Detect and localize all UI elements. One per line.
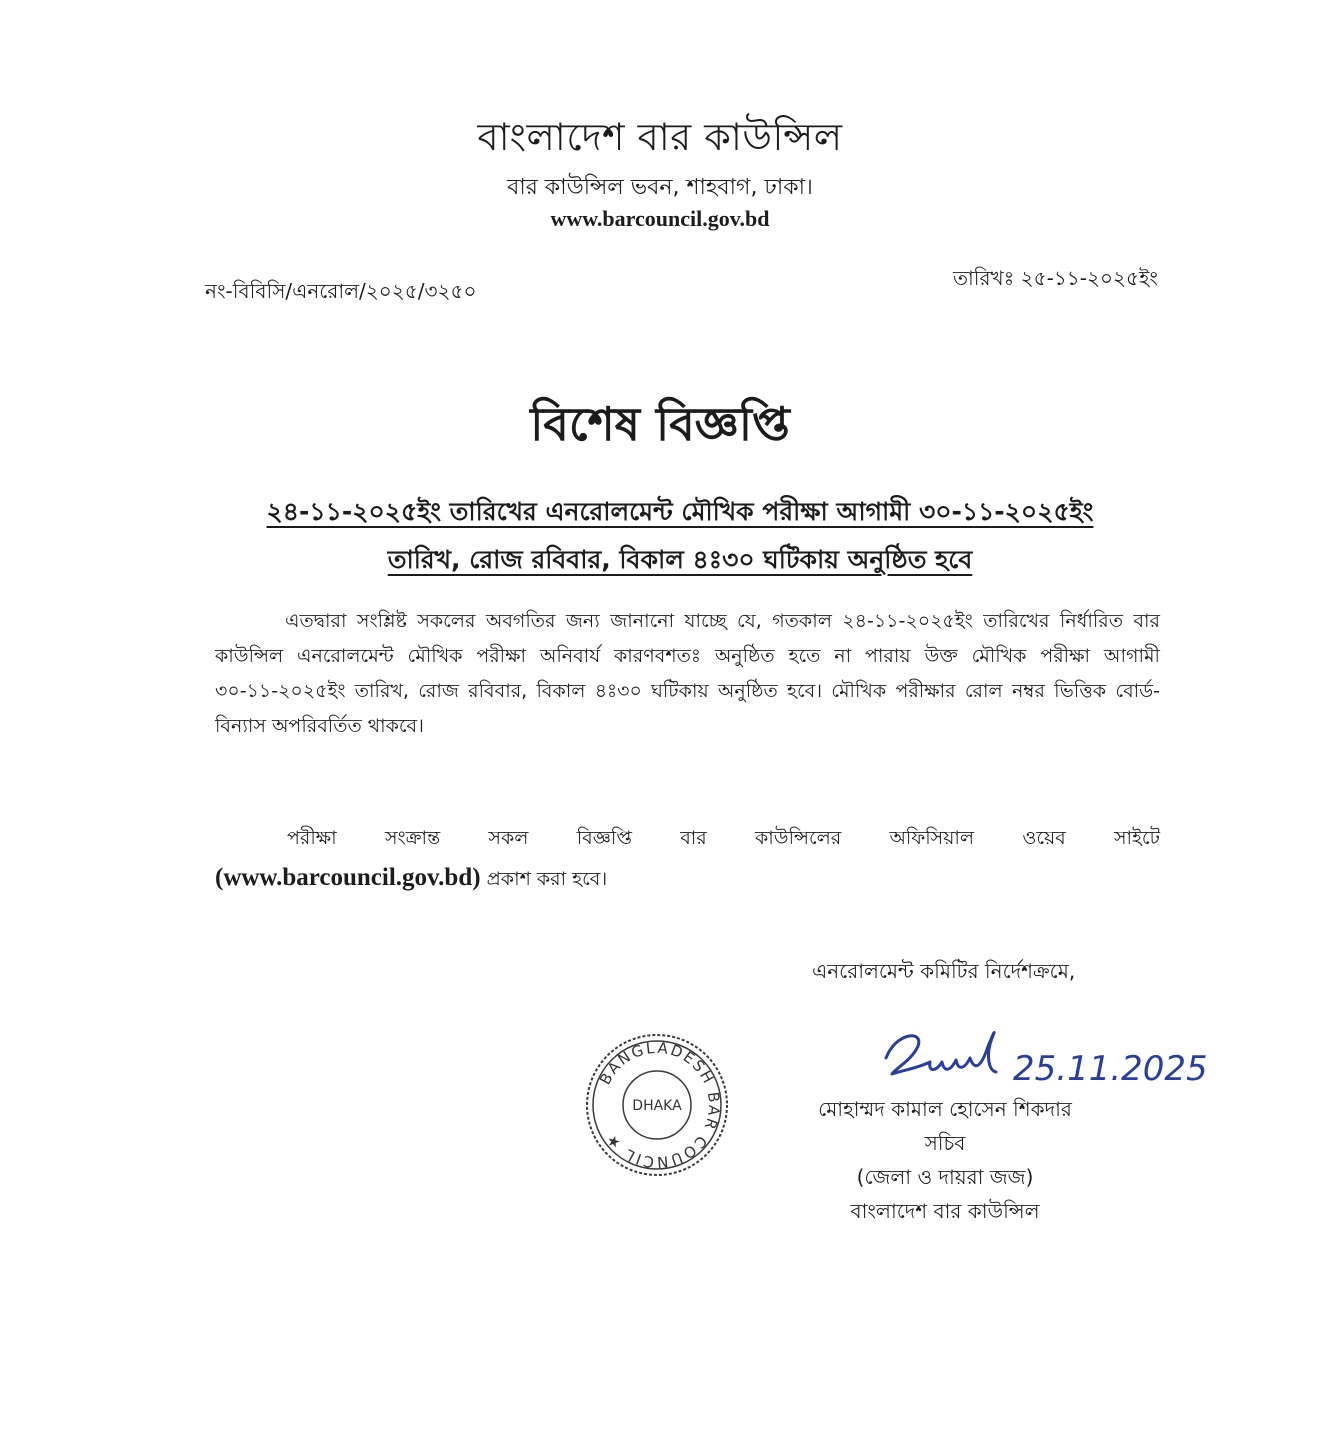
committee-directive: এনরোলমেন্ট কমিটির নির্দেশক্রমে, — [812, 959, 1076, 983]
organization-name: বাংলাদেশ বার কাউন্সিল — [477, 115, 843, 159]
website-paragraph-tail: প্রকাশ করা হবে। — [480, 868, 608, 890]
notice-date: তারিখঃ ২৫-১১-২০২৫ইং — [952, 266, 1158, 290]
website-paragraph-line-2 — [215, 858, 1160, 899]
signature-date: 25.11.2025 — [1013, 1049, 1208, 1089]
web-word: বিজ্ঞপ্তি — [576, 827, 632, 849]
signatory-title: সচিব — [924, 1131, 966, 1155]
organization-address: বার কাউন্সিল ভবন, শাহবাগ, ঢাকা। — [507, 175, 813, 200]
official-seal-icon — [582, 1030, 732, 1180]
web-word: অফিসিয়াল — [889, 827, 975, 849]
seal-ring-text: BANGLADESH BAR COUNCIL ★ — [595, 1038, 724, 1172]
organization-website: www.barcouncil.gov.bd — [550, 206, 770, 231]
web-word: সাইটে — [1113, 827, 1160, 849]
web-word: বার — [680, 827, 707, 849]
web-word: পরীক্ষা — [287, 827, 337, 849]
website-paragraph-line-1 — [215, 818, 1160, 858]
seal-center-text: DHAKA — [632, 1098, 682, 1114]
web-word: সংক্রান্ত — [384, 827, 441, 849]
website-url-link[interactable]: (www.barcouncil.gov.bd) — [215, 864, 481, 891]
signature-icon — [878, 1018, 1208, 1098]
headline-line-1: ২৪-১১-২০২৫ইং তারিখের এনরোলমেন্ট মৌখিক পরীক্ষা আগামী ৩০-১১-২০২৫ইং — [266, 497, 1094, 526]
notice-body: এতদ্বারা সংশ্লিষ্ট সকলের অবগতির জন্য জানানো যাচ্ছে যে, গতকাল ২৪-১১-২০২৫ইং তারিখের নির্ধারিত বার কাউন্সিল এনরোলমেন্ট মৌখিক পরীক্ষা অনিবার্য কারণবশতঃ অনুষ্ঠিত হতে না পারায় উক্ত মৌখিক পরীক্ষা আগামী ৩০-১১-২০২৫ইং তারিখ, রোজ রবিবার, বিকাল ৪ঃ৩০ ঘটিকায় অনুষ্ঠিত হবে। মৌখিক পরীক্ষার রোল নম্বর ভিত্তিক বোর্ড-বিন্যাস অপরিবর্তিত থাকবে। — [215, 610, 1160, 737]
website-paragraph — [215, 818, 1160, 899]
signatory-organization: বাংলাদেশ বার কাউন্সিল — [850, 1199, 1040, 1223]
web-word: সকল — [488, 827, 529, 849]
reference-number: নং-বিবিসি/এনরোল/২০২৫/৩২৫০ — [205, 279, 477, 303]
web-word: ওয়েব — [1022, 827, 1066, 849]
web-word: কাউন্সিলের — [754, 827, 842, 849]
signatory-block — [785, 1092, 1105, 1228]
notice-title: বিশেষ বিজ্ঞপ্তি — [530, 397, 790, 451]
signatory-rank: (জেলা ও দায়রা জজ) — [856, 1165, 1034, 1189]
notice-headline — [200, 488, 1160, 584]
signatory-name: মোহাম্মদ কামাল হোসেন শিকদার — [818, 1097, 1072, 1121]
headline-line-2: তারিখ, রোজ রবিবার, বিকাল ৪ঃ৩০ ঘটিকায় অনুষ্ঠিত হবে — [387, 545, 973, 574]
